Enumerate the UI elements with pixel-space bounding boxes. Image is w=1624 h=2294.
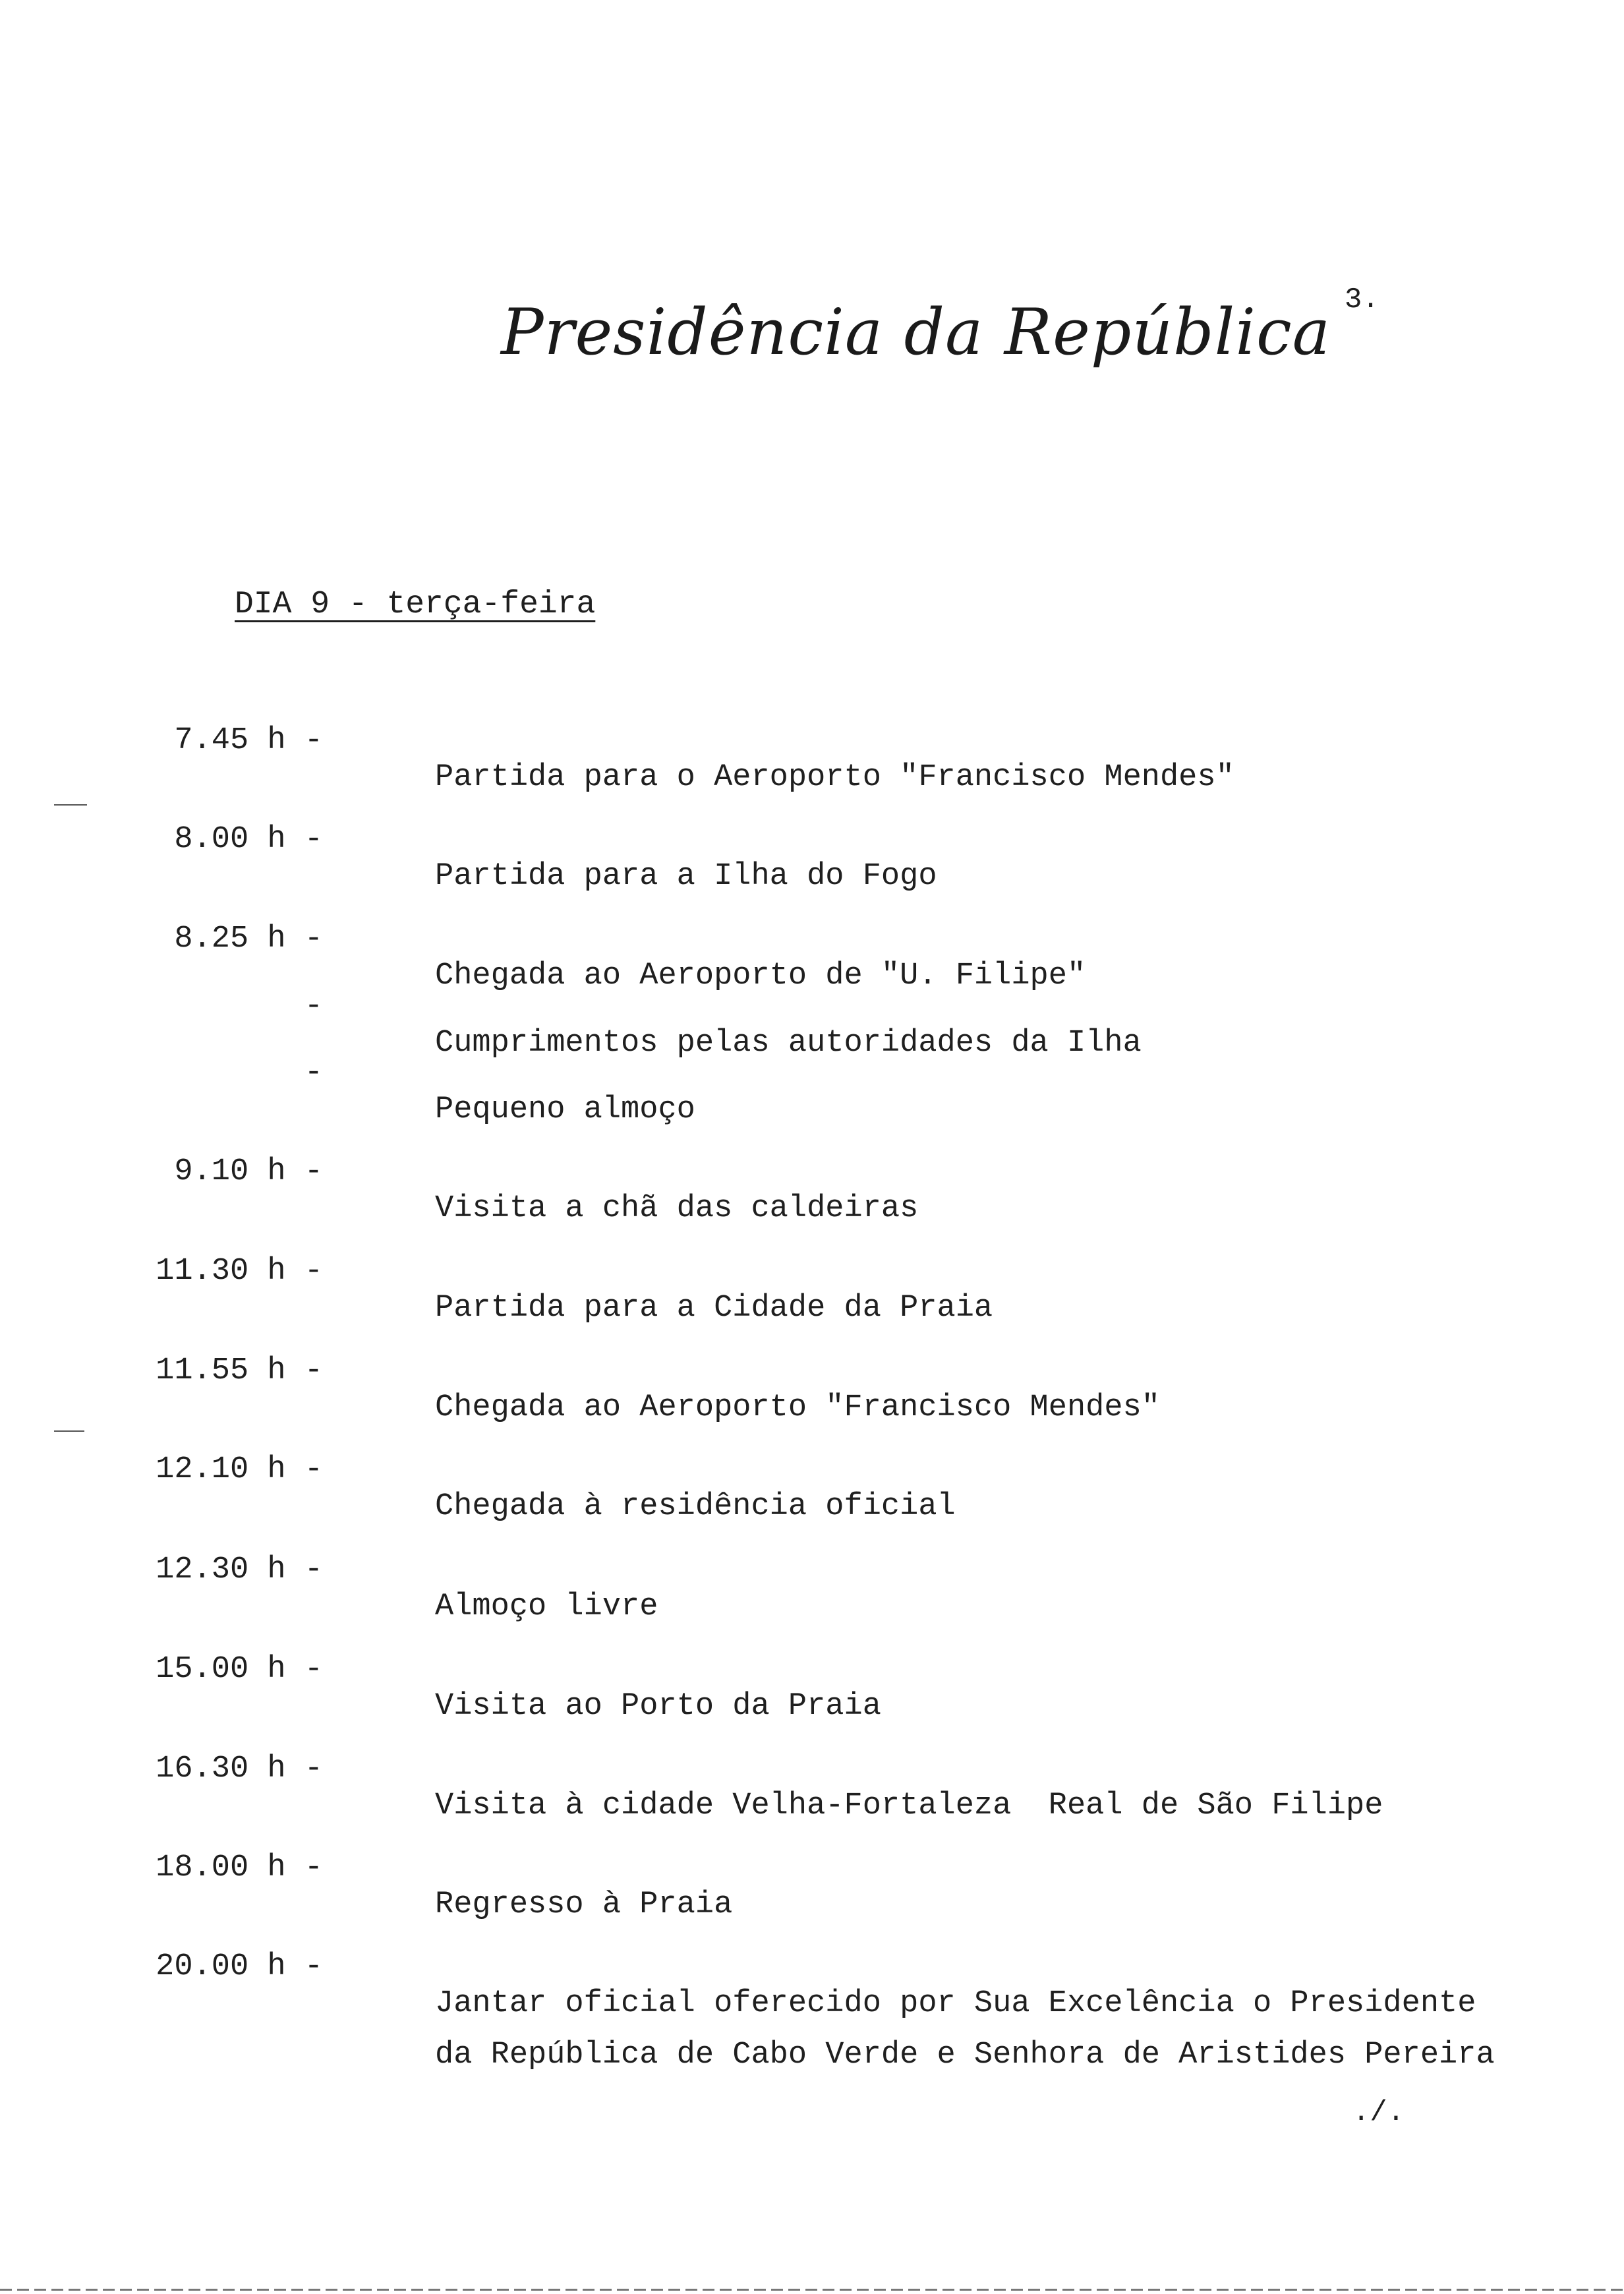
page-number: 3. — [1345, 283, 1379, 316]
margin-mark — [54, 804, 87, 806]
schedule-time: 15.00 h - — [156, 1652, 323, 1687]
page-bottom-edge — [0, 2289, 1624, 2291]
schedule-text: da República de Cabo Verde e Senhora de Aristides Pereira — [435, 2038, 1495, 2073]
schedule-text: Visita ao Porto da Praia — [435, 1689, 881, 1724]
schedule-text: Partida para a Ilha do Fogo — [435, 859, 937, 894]
margin-mark — [54, 1430, 84, 1432]
schedule-text: Partida para a Cidade da Praia — [435, 1291, 993, 1326]
schedule-dash: - — [304, 989, 323, 1024]
schedule-time: 18.00 h - — [156, 1850, 323, 1885]
schedule-text: Jantar oficial oferecido por Sua Excelência o Presidente — [435, 1986, 1476, 2021]
schedule-time: 11.30 h - — [156, 1254, 323, 1289]
schedule-text: Almoço livre — [435, 1589, 658, 1624]
schedule-time: 8.00 h - — [174, 822, 323, 857]
schedule-time: 9.10 h - — [174, 1154, 323, 1189]
schedule-text: Partida para o Aeroporto "Francisco Mendes" — [435, 760, 1234, 795]
schedule-time: 11.55 h - — [156, 1353, 323, 1388]
day-heading: DIA 9 - terça-feira — [235, 587, 596, 622]
schedule-time: 12.30 h - — [156, 1552, 323, 1587]
schedule-time: 20.00 h - — [156, 1949, 323, 1984]
schedule-text: Chegada ao Aeroporto "Francisco Mendes" — [435, 1390, 1160, 1425]
schedule-time: 16.30 h - — [156, 1751, 323, 1786]
schedule-text: Cumprimentos pelas autoridades da Ilha — [435, 1026, 1142, 1061]
schedule-time: 8.25 h - — [174, 922, 323, 956]
schedule-dash: - — [304, 1055, 323, 1090]
schedule-text: Regresso à Praia — [435, 1887, 733, 1922]
schedule-time: 12.10 h - — [156, 1452, 323, 1487]
schedule-text: Pequeno almoço — [435, 1092, 695, 1127]
schedule-text: Visita a chã das caldeiras — [435, 1191, 919, 1226]
continuation-mark: ./. — [1352, 2096, 1405, 2129]
schedule-text: Visita à cidade Velha-Fortaleza Real de São Filipe — [435, 1788, 1383, 1823]
letterhead-title: Presidência da República — [501, 295, 1331, 369]
schedule-text: Chegada ao Aeroporto de "U. Filipe" — [435, 958, 1086, 993]
schedule-text: Chegada à residência oficial — [435, 1489, 956, 1524]
schedule-time: 7.45 h - — [174, 723, 323, 758]
